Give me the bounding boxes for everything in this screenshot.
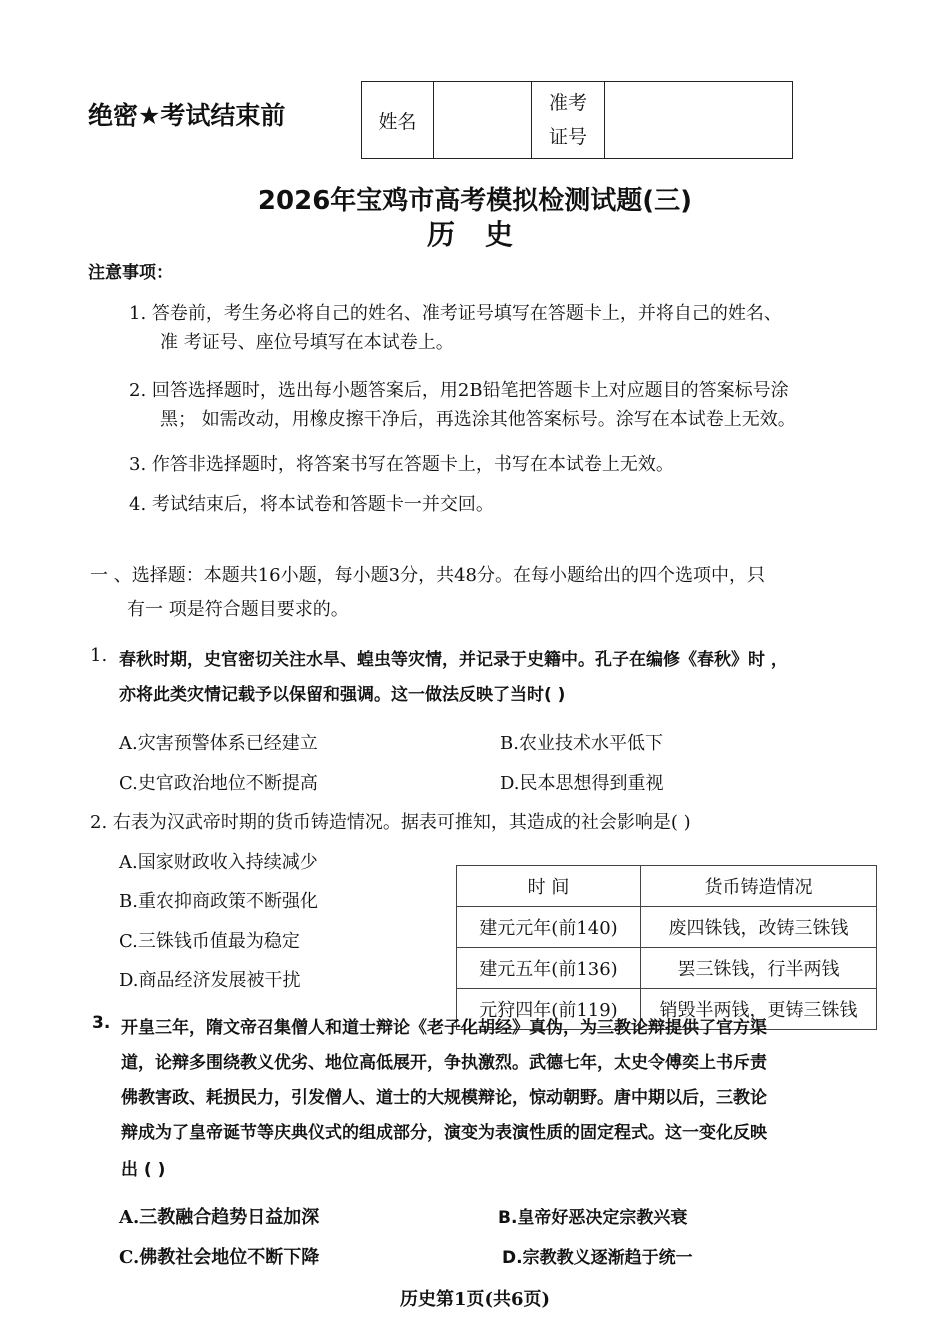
table-row [457,907,877,948]
exam-id-label-line1: 准考 [548,92,587,114]
notice-item-2-cont: 黑； 如需改动，用橡皮擦干净后，再选涂其他答案标号。涂写在本试卷上无效。 [160,409,796,430]
q3-option-b[interactable]: B.皇帝好恶决定宗教兴衰 [498,1208,688,1228]
q1-option-b[interactable]: B.农业技术水平低下 [500,733,663,754]
q1-stem-cont: 亦将此类灾情记载予以保留和强调。这一做法反映了当时( ) [119,685,566,705]
exam-id-label-line2: 证号 [548,126,587,148]
table-cell-coinage: 罢三铢钱，行半两钱 [641,948,877,989]
notice-item-1-cont: 准 考证号、座位号填写在本试卷上。 [160,332,454,353]
notice-item-4: 4. 考试结束后，将本试卷和答题卡一并交回。 [129,494,494,515]
q1-number: 1. [90,645,108,666]
table-header-coinage: 货币铸造情况 [641,866,877,907]
table-cell-coinage: 废四铢钱，改铸三铢钱 [641,907,877,948]
table-cell-time: 元狩四年(前119) [457,989,641,1030]
q3-stem-line4: 辩成为了皇帝诞节等庆典仪式的组成部分，演变为表演性质的固定程式。这一变化反映 [121,1123,767,1143]
page-footer: 历史第1页(共6页) [399,1289,551,1310]
q3-option-d[interactable]: D.宗教教义逐渐趋于统一 [502,1248,693,1268]
notice-item-3: 3. 作答非选择题时，将答案书写在答题卡上，书写在本试卷上无效。 [129,454,674,475]
subject-title: 历史 [426,218,543,251]
q2-option-a[interactable]: A.国家财政收入持续减少 [119,852,318,873]
section-instruction-cont: 有一 项是符合题目要求的。 [127,599,349,620]
q2-option-d[interactable]: D.商品经济发展被干扰 [119,970,301,991]
name-label: 姓名 [362,82,434,159]
exam-id-label [532,82,605,159]
q3-number: 3. [92,1013,111,1033]
notice-heading: 注意事项： [88,263,173,283]
section-instruction: 一 、选择题：本题共16小题，每小题3分，共48分。在每小题给出的四个选项中，只 [90,565,765,586]
confidential-label: 绝密★考试结束前 [88,101,286,130]
notice-item-1: 1. 答卷前，考生务必将自己的姓名、准考证号填写在答题卡上，并将自己的姓名、 [129,303,782,324]
table-header-row [457,866,877,907]
q1-option-a[interactable]: A.灾害预警体系已经建立 [119,733,318,754]
q3-stem-line2: 道，论辩多围绕教义优劣、地位高低展开，争执激烈。武德七年，太史令傅奕上书斥责 [121,1053,767,1073]
q3-option-a[interactable]: A.三教融合趋势日益加深 [119,1207,320,1228]
q3-option-c[interactable]: C.佛教社会地位不断下降 [119,1247,320,1268]
q3-stem-line5: 出 ( ) [121,1160,166,1180]
table-cell-time: 建元元年(前140) [457,907,641,948]
q1-option-d[interactable]: D.民本思想得到重视 [500,773,664,794]
q3-stem-line3: 佛教害政、耗损民力，引发僧人、道士的大规模辩论，惊动朝野。唐中期以后，三教论 [121,1088,767,1108]
q3-stem-line1: 开皇三年，隋文帝召集僧人和道士辩论《老子化胡经》真伪，为三教论辩提供了官方渠 [121,1018,767,1038]
coinage-table [456,865,877,1030]
exam-id-field[interactable] [605,82,793,159]
table-cell-coinage: 销毁半两钱，更铸三铢钱 [641,989,877,1030]
exam-title: 2026年宝鸡市高考模拟检测试题(三) [257,186,693,216]
table-row [457,948,877,989]
table-header-time: 时 间 [457,866,641,907]
table-cell-time: 建元五年(前136) [457,948,641,989]
candidate-info-table [361,81,793,159]
q2-option-b[interactable]: B.重农抑商政策不断强化 [119,891,318,912]
q1-option-c[interactable]: C.史官政治地位不断提高 [119,773,318,794]
q2-stem: 2. 右表为汉武帝时期的货币铸造情况。据表可推知，其造成的社会影响是( ) [90,812,691,833]
q2-option-c[interactable]: C.三铢钱币值最为稳定 [119,931,300,952]
q1-stem: 春秋时期，史官密切关注水旱、蝗虫等灾情，并记录于史籍中。孔子在编修《春秋》时 ， [119,650,788,670]
name-field[interactable] [434,82,532,159]
notice-item-2: 2. 回答选择题时，选出每小题答案后，用2B铅笔把答题卡上对应题目的答案标号涂 [129,380,789,401]
